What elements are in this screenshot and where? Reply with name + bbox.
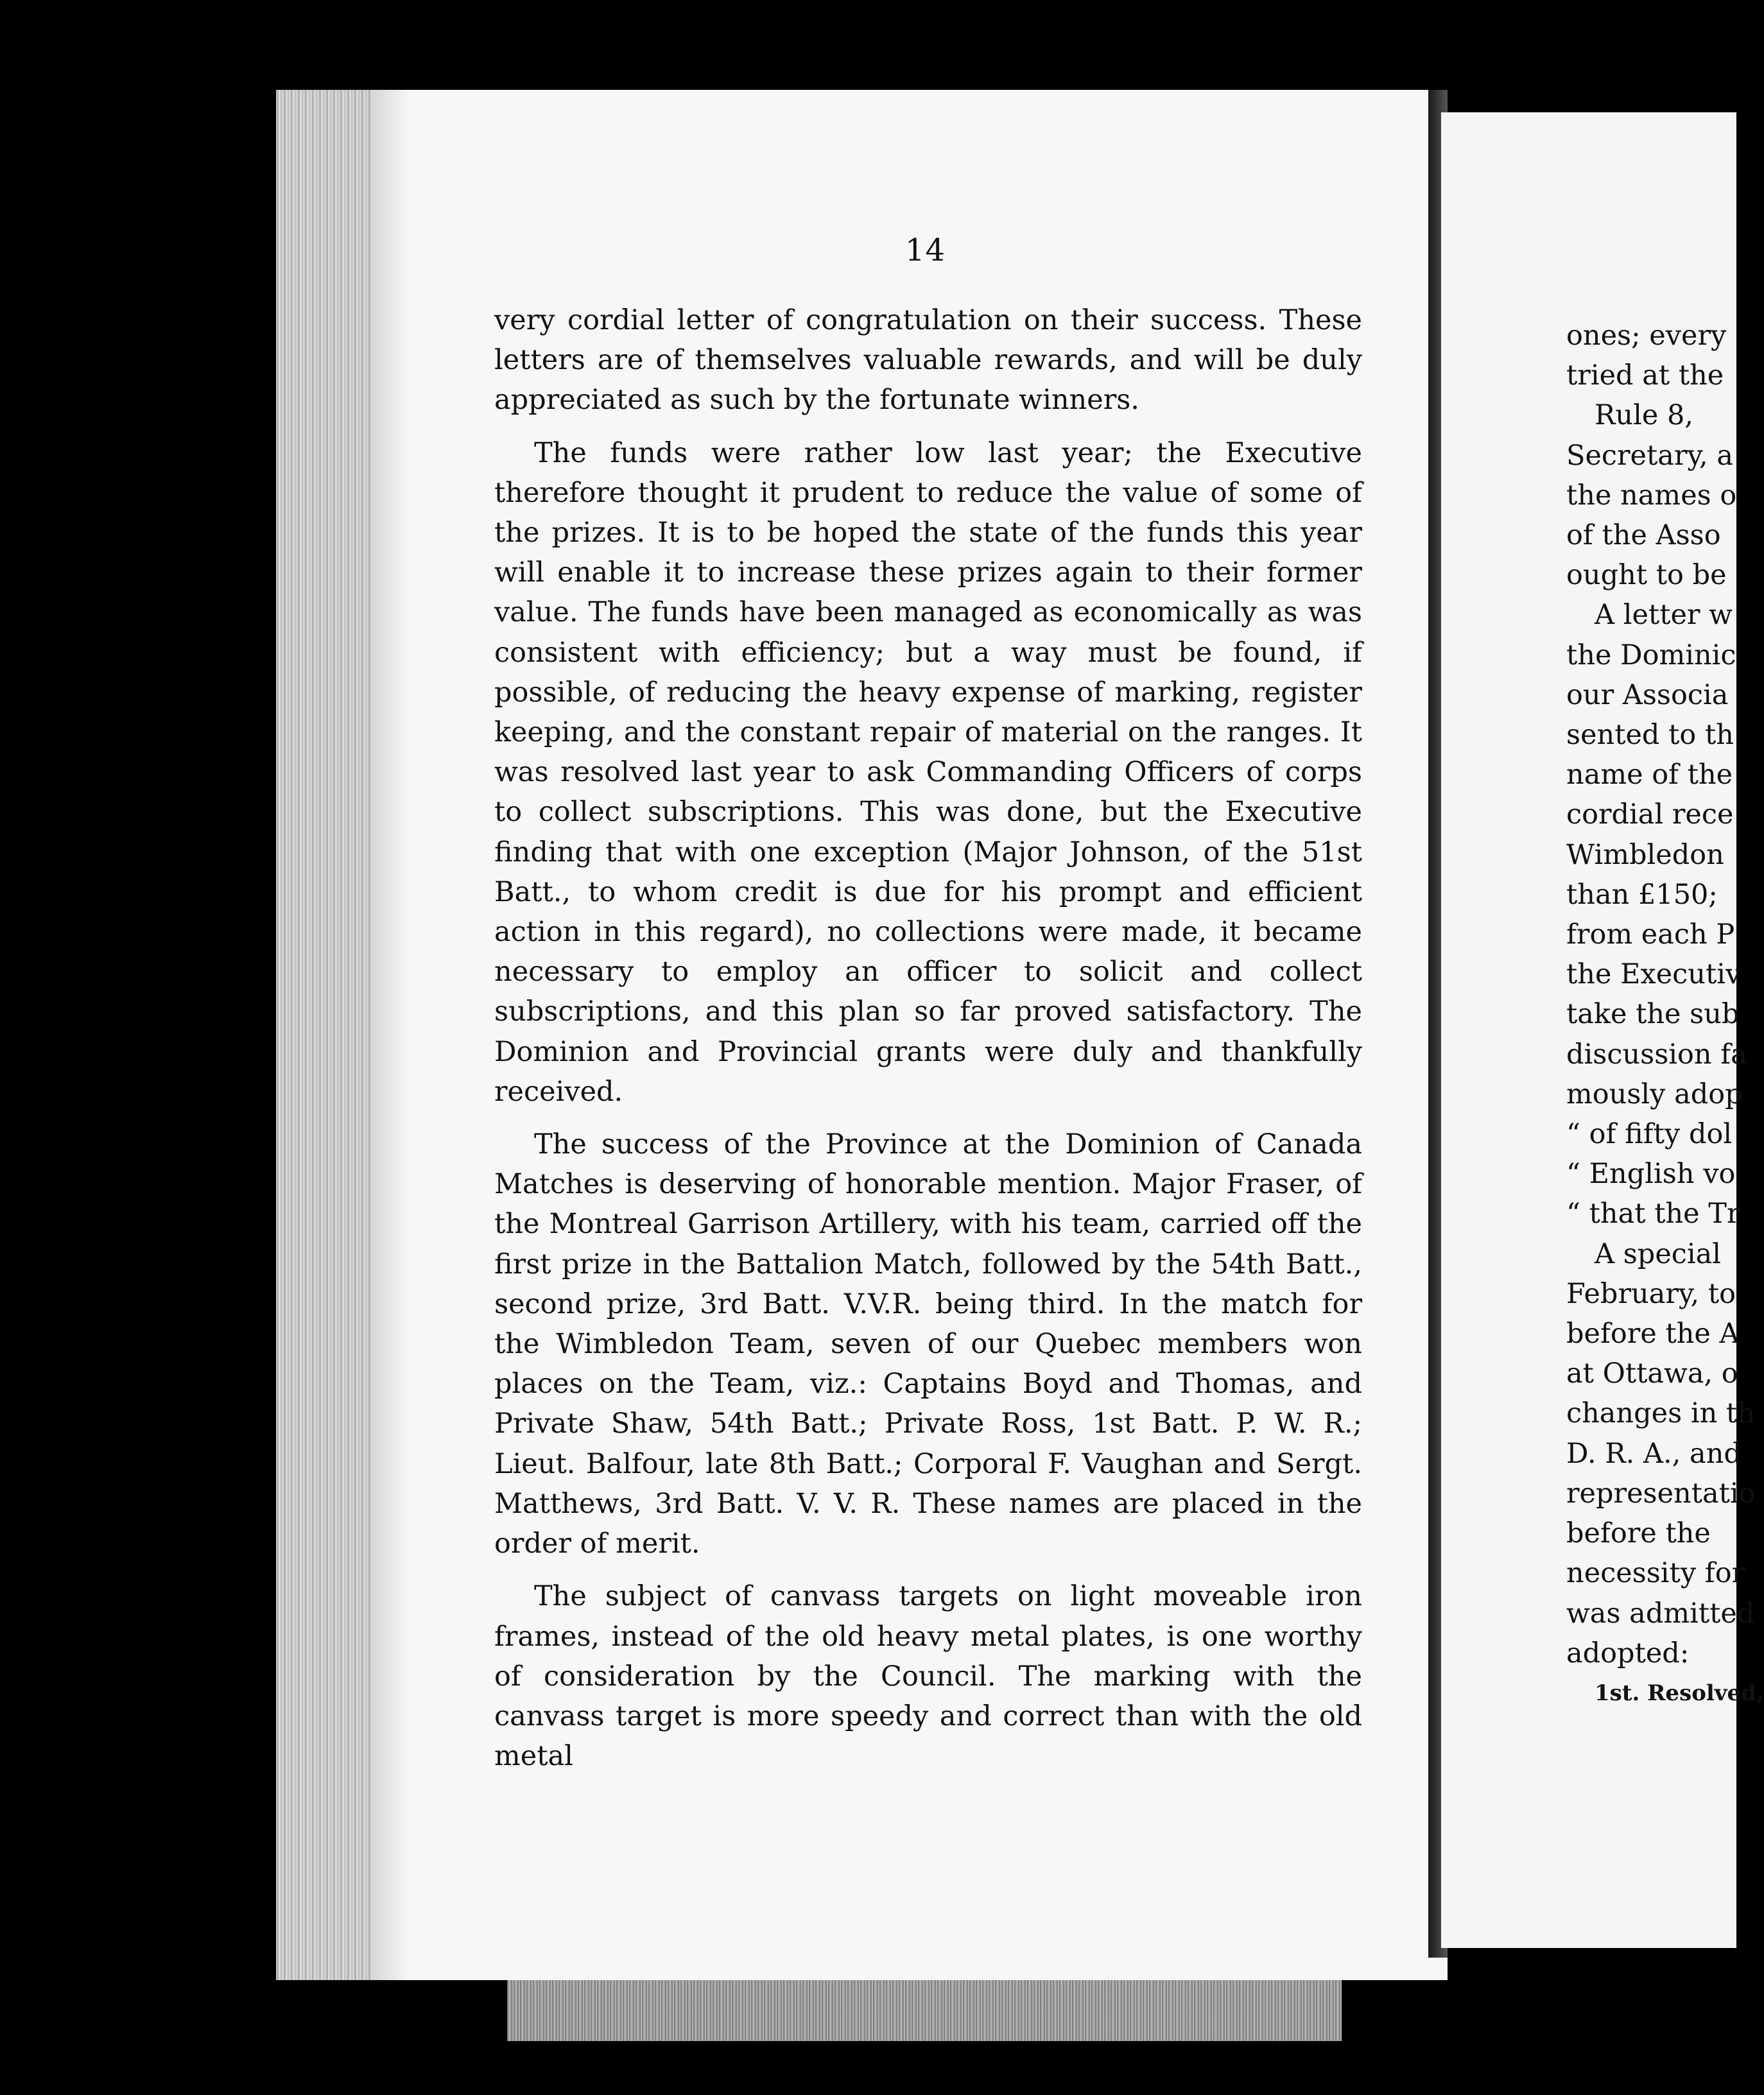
right-page-line: cordial rece [1566,798,1734,831]
right-page-line: the Dominic [1566,639,1736,671]
page-bottom-edge [507,1980,1342,2041]
right-page-line: the names o [1566,479,1737,512]
right-page-line: “ English vo [1566,1158,1736,1191]
right-page-line: Rule 8, [1595,399,1693,432]
right-page-line: ought to be [1566,559,1727,592]
page-edge-shading [276,90,372,1980]
right-page-line: take the sub [1566,998,1740,1031]
paragraph-3: The success of the Province at the Dominion of Canada Matches is deserving of honorable mention. Major Fraser, of the Montreal Garrison Artillery, with his team, carried off the first prize in the Battalion Match, followed by the 54th Batt., second prize, 3rd Batt. V.V.R. being third. In the match for the Wimbledon Team, seven of our Quebec members won places on the Team, viz.: Captains Boyd and Thomas, and Private Shaw, 54th Batt.; Private Ross, 1st Batt. P. W. R.; Lieut. Balfour, late 8th Batt.; Corporal F. Vaughan and Sergt. Matthews, 3rd Batt. V. V. R. These names are placed in the order of merit. [494,1128,1362,1560]
right-page-line: before the A [1566,1318,1740,1350]
right-page-line: our Associa [1566,678,1729,711]
paragraph-2: The funds were rather low last year; the Executive therefore thought it prudent to reduce the value of some of the prizes. It is to be hoped the state of the funds this year will enable it to increase these prizes again to their former value. The funds have been managed as economically as was consistent with efficiency; but a way must be found, if possible, of reducing the heavy expense of marking, register keeping, and the constant repair of material on the ranges. It was resolved last year to ask Commanding Officers of corps to collect subscriptions. This was done, but the Executive finding that with one exception (Major Johnson, of the 51st Batt., to whom credit is due for his prompt and efficient action in this regard), no collections were made, it became necessary to employ an officer to solicit and collect subscriptions, and this plan so far proved satisfactory. The Dominion and Provincial grants were duly and thankfully received. [494,436,1362,1108]
paragraph-1: very cordial letter of congratulation on their success. These letters are of themselves valuable rewards, and will be duly appreciated as such by the fortunate winners. [494,304,1362,417]
right-page-line: D. R. A., and [1566,1437,1742,1470]
right-page-line: “ of fifty dol [1566,1118,1733,1151]
right-page-line: at Ottawa, o [1566,1358,1738,1390]
right-page-line: “ that the Tr [1566,1198,1740,1230]
right-page-line: A letter w [1595,599,1733,632]
right-page-line: before the [1566,1517,1711,1550]
right-page-line: representatio [1566,1477,1756,1510]
right-page-line: from each P [1566,918,1735,951]
right-page-line: A special [1595,1237,1721,1270]
paragraph-4: The subject of canvass targets on light moveable iron frames, instead of the old heavy metal plates, is one worthy of consideration by the Council. The marking with the canvass target is more speedy and correct than with the old metal [494,1580,1362,1773]
left-page-text [494,300,1362,1776]
right-page-line: changes in th [1566,1397,1755,1430]
page-number: 14 [905,232,946,268]
right-page-line: name of the [1566,759,1733,791]
right-page-line: was admitted [1566,1597,1755,1630]
right-page-line: discussion fa [1566,1038,1747,1071]
page-edge-fade [372,90,411,1980]
right-page-line: 1st. Resolved, [1595,1680,1764,1706]
right-page-line: mously adop [1566,1078,1743,1110]
right-page-line: sented to th [1566,719,1734,752]
right-page-line: than £150; [1566,878,1718,911]
right-page-line: ones; every [1566,320,1727,352]
right-page-line: adopted: [1566,1637,1690,1669]
right-page-line: Wimbledon [1566,838,1724,871]
right-page-text [1566,316,1764,1713]
right-page-line: Secretary, a [1566,439,1734,472]
right-page-line: tried at the [1566,359,1724,392]
right-page-line: of the Asso [1566,519,1721,552]
right-page-line: February, to [1566,1277,1736,1310]
right-page-line: necessity for [1566,1557,1745,1590]
right-page-line: the Executiv [1566,958,1742,991]
